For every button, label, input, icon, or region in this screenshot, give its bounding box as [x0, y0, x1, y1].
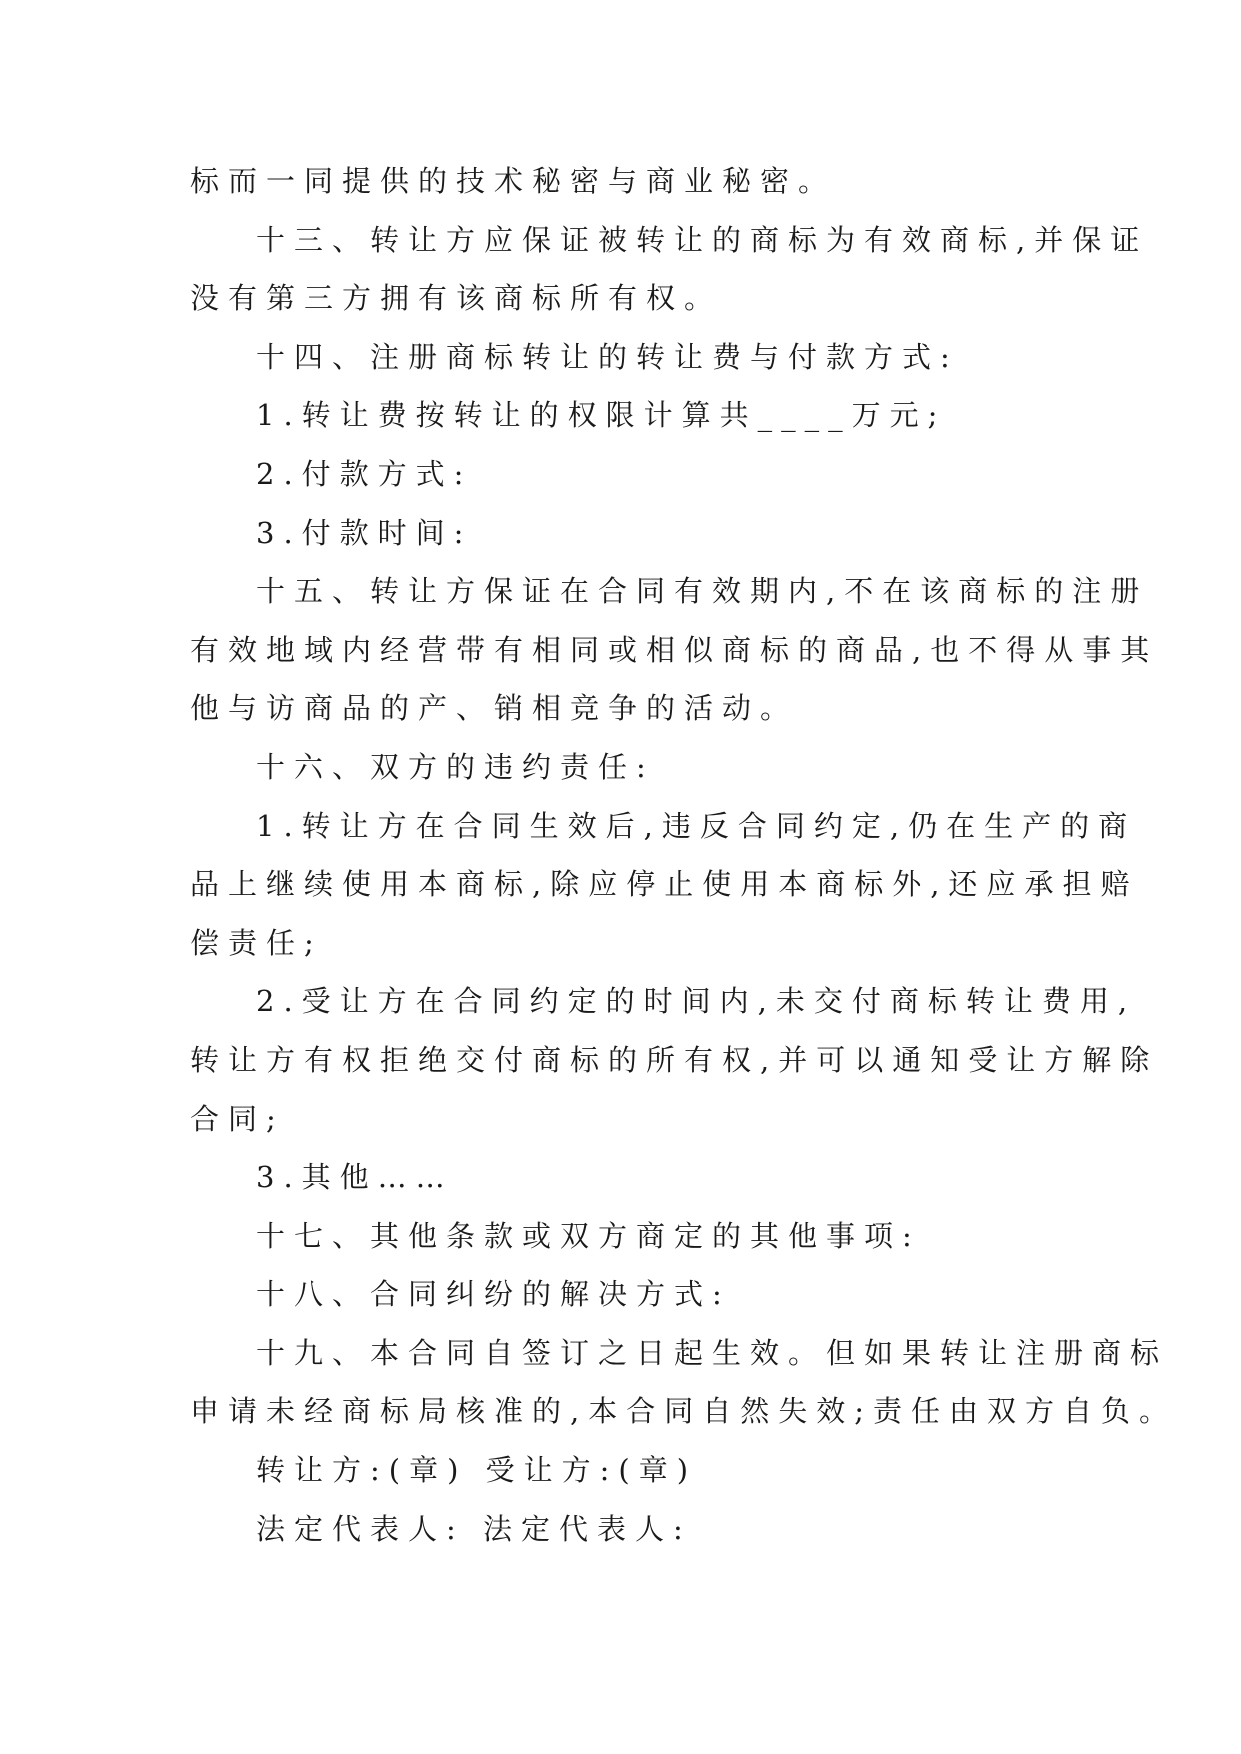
text-line: 有效地域内经营带有相同或相似商标的商品,也不得从事其 [190, 632, 1159, 667]
text-line: 没有第三方拥有该商标所有权。 [190, 281, 723, 316]
text-line: 他与访商品的产、销相竞争的活动。 [190, 691, 799, 726]
text-line: 标而一同提供的技术秘密与商业秘密。 [190, 164, 837, 198]
document-body [190, 152, 1177, 1558]
clause-14-item-1: 1.转让费按转让的权限计算共____万元; [256, 398, 947, 433]
signature-parties-line: 转让方:(章) 受让方:(章) [256, 1453, 698, 1488]
text-line: 合同; [190, 1101, 285, 1136]
clause-18-heading: 十八、合同纠纷的解决方式: [256, 1277, 731, 1312]
clause-14-item-2: 2.付款方式: [256, 456, 473, 491]
clause-16-item-2: 2.受让方在合同约定的时间内,未交付商标转让费用, [256, 984, 1137, 1019]
text-line: 申请未经商标局核准的,本合同自然失效;责任由双方自负。 [190, 1394, 1177, 1429]
text-line: 偿责任; [190, 925, 323, 960]
clause-16-item-3: 3.其他…… [256, 1160, 454, 1195]
text-line: 转让方有权拒绝交付商标的所有权,并可以通知受让方解除 [190, 1042, 1159, 1077]
clause-14-item-3: 3.付款时间: [256, 515, 473, 550]
clause-16-item-1: 1.转让方在合同生效后,违反合同约定,仍在生产的商 [256, 808, 1137, 843]
clause-16-heading: 十六、双方的违约责任: [256, 749, 655, 784]
clause-14-heading: 十四、注册商标转让的转让费与付款方式: [256, 339, 959, 374]
text-line: 品上继续使用本商标,除应停止使用本商标外,还应承担赔 [190, 867, 1139, 902]
clause-19-heading: 十九、本合同自签订之日起生效。但如果转让注册商标 [256, 1335, 1169, 1370]
clause-15-heading: 十五、转让方保证在合同有效期内,不在该商标的注册 [256, 574, 1149, 609]
legal-representative-line: 法定代表人: 法定代表人: [256, 1511, 692, 1546]
clause-13-heading: 十三、转让方应保证被转让的商标为有效商标,并保证 [256, 222, 1149, 257]
clause-17-heading: 十七、其他条款或双方商定的其他事项: [256, 1218, 921, 1253]
